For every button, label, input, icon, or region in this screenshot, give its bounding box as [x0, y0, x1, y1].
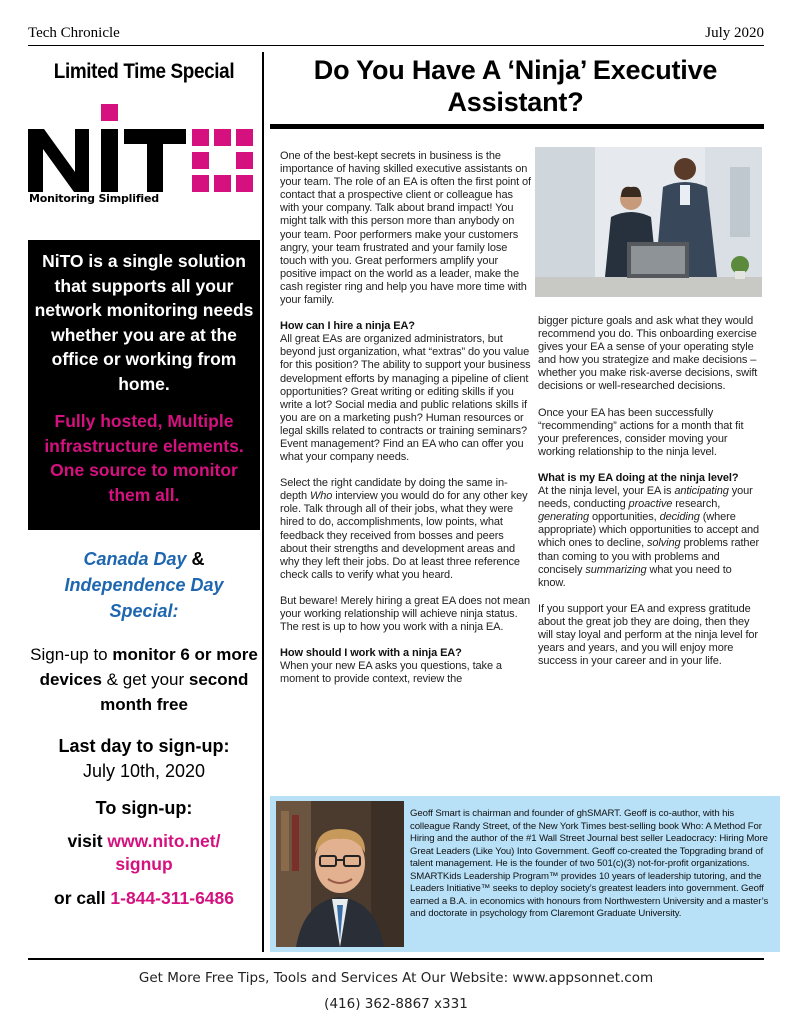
offer-part-1: Sign-up to	[30, 645, 113, 664]
logo-i-dot	[101, 104, 118, 121]
article-headline: Do You Have A ‘Ninja’ Executive Assistant?	[313, 55, 718, 117]
offer-part-2: & get your	[101, 670, 189, 689]
column-divider	[262, 52, 264, 952]
author-bio-box	[270, 796, 780, 952]
promo-black-box	[28, 240, 260, 530]
article-column-2	[538, 315, 762, 681]
paragraph: At the ninja level, your EA is anticipating your needs, conducting proactive research, generating opportunities, deciding (where appropriate) which opportunities to accept and which ones to decline, solving problems rather than coming to you with problems and concisely summarizing what you need to know.	[538, 485, 760, 589]
promo-description: NiTO is a single solution that supports all your network monitoring needs whether you are at the office or working from home.	[34, 251, 254, 394]
limited-time-special-heading: Limited Time Special	[53, 60, 235, 83]
headline-rule	[270, 124, 764, 129]
logo-tagline: Monitoring Simplified	[29, 192, 159, 205]
call-label: or call	[54, 888, 111, 908]
signup-label: To sign-up:	[95, 798, 193, 818]
issue-date: July 2020	[705, 25, 764, 41]
logo-letters	[28, 129, 186, 192]
visit-line	[28, 830, 260, 876]
promo-highlight: Fully hosted, Multiple infrastructure elements. One source to monitor them all.	[44, 411, 244, 505]
article-column-1	[280, 150, 532, 699]
visit-label: visit	[67, 831, 108, 851]
phone-link[interactable]: 1-844-311-6486	[110, 888, 234, 908]
paragraph: If you support your EA and express gratitude about the great job they are doing, then they will stay loyal and perform at the ninja level for years and years, and you will enjoy more success in your career and in your life.	[538, 602, 758, 668]
deadline-label: Last day to sign-up:	[58, 736, 230, 756]
paragraph: When your new EA asks you questions, take a moment to provide context, review the	[280, 660, 502, 686]
deadline	[28, 734, 260, 784]
subheading-hire: How can I hire a ninja EA?	[280, 320, 415, 333]
offer-bold-2: second month free	[100, 670, 249, 714]
paragraph: bigger picture goals and ask what they would recommend you do. This onboarding exercise gives your EA a sense of your operating style and how you strategize and make decisions – whether you make risk-averse decisions, swift decisions or well-researched decisions.	[538, 315, 758, 393]
offer-text	[28, 642, 260, 717]
canada-day-label: Canada Day	[83, 549, 187, 569]
subheading-ninja-level: What is my EA doing at the ninja level?	[538, 471, 739, 484]
author-photo	[276, 801, 404, 947]
office-photo	[535, 147, 762, 297]
paragraph: But beware! Merely hiring a great EA does not mean your working relationship will achieve ninja status. The rest is up to how you work with a ninja EA.	[280, 594, 530, 634]
footer-tagline: Get More Free Tips, Tools and Services At Our Website: www.appsonnet.com	[138, 970, 654, 986]
signup-link[interactable]: www.nito.net/ signup	[107, 831, 221, 874]
holiday-special-heading	[28, 546, 260, 624]
author-bio-text: Geoff Smart is chairman and founder of ghSMART. Geoff is co-author, with his colleague Randy Street, of the New York Times best-selling book Who: A Method For Hiring and the author of the #1 Wall Street Journal best seller Leadocracy: Hiring More Great Leaders (Like You) Into Government. Geoff co-created the Topgrading brand of talent management. He is the founder of two 501(c)(3) not-for-profit organizations. SMARTKids Leadership Program™ provides 10 years of leadership tutoring, and the Leaders Initiative™ seeks to deploy society’s greatest leaders into government. Geoff earned a B.A. in economics with honours from Northwestern University and a master’s and doctorate in psychology from Claremont Graduate University.	[410, 808, 769, 919]
offer-bold-1: monitor 6 or more devices	[39, 645, 258, 689]
publication-name: Tech Chronicle	[28, 25, 120, 41]
paragraph: Select the right candidate by doing the same in-depth Who interview you would do for any other key role. Talk through all of their jobs, what they were hired to do, accomplishments, low points, what feedback they received from bosses and peers about their strengths and development areas and why they left their jobs. Do at least three reference check calls to verify what you heard.	[280, 477, 528, 581]
paragraph: Once your EA has been successfully “recommending” actions for a month that fit your preferences, consider moving your working relationship to the ninja level.	[538, 406, 744, 458]
footer-rule	[28, 958, 764, 960]
deadline-date: July 10th, 2020	[82, 761, 206, 781]
subheading-work: How should I work with a ninja EA?	[280, 647, 462, 660]
logo-grid	[192, 129, 253, 192]
independence-day-label: Independence Day	[64, 575, 224, 595]
special-label: Special:	[109, 601, 179, 621]
footer-phone: (416) 362-8867 x331	[324, 996, 468, 1012]
paragraph: All great EAs are organized administrators, but beyond just organization, what “extras” do you value for this position? The ability to support your business development efforts by managing a pipeline of client opportunities? Great writing or editing skills if you write a lot? Social media and public relations skills if you are on a marketing push? Human resources or legal skills related to contracts or training seminars? Event management? Find an EA who can offer you what your company needs.	[280, 333, 531, 464]
masthead	[28, 24, 764, 46]
call-line	[28, 888, 260, 909]
ampersand: &	[191, 549, 205, 569]
paragraph: One of the best-kept secrets in business is the importance of having skilled executive assistants on your team. The role of an EA is often the first point of contact that a prospective client or colleague has with your company. Talk about brand impact! You might talk with this person more than anybody on your team. Poor performers make your customers angry, your team frustrated and your family lose touch with you. Great performers amplify your positive impact on the world as a leader, make the cash register ring and help you have more time with your family.	[280, 150, 532, 307]
